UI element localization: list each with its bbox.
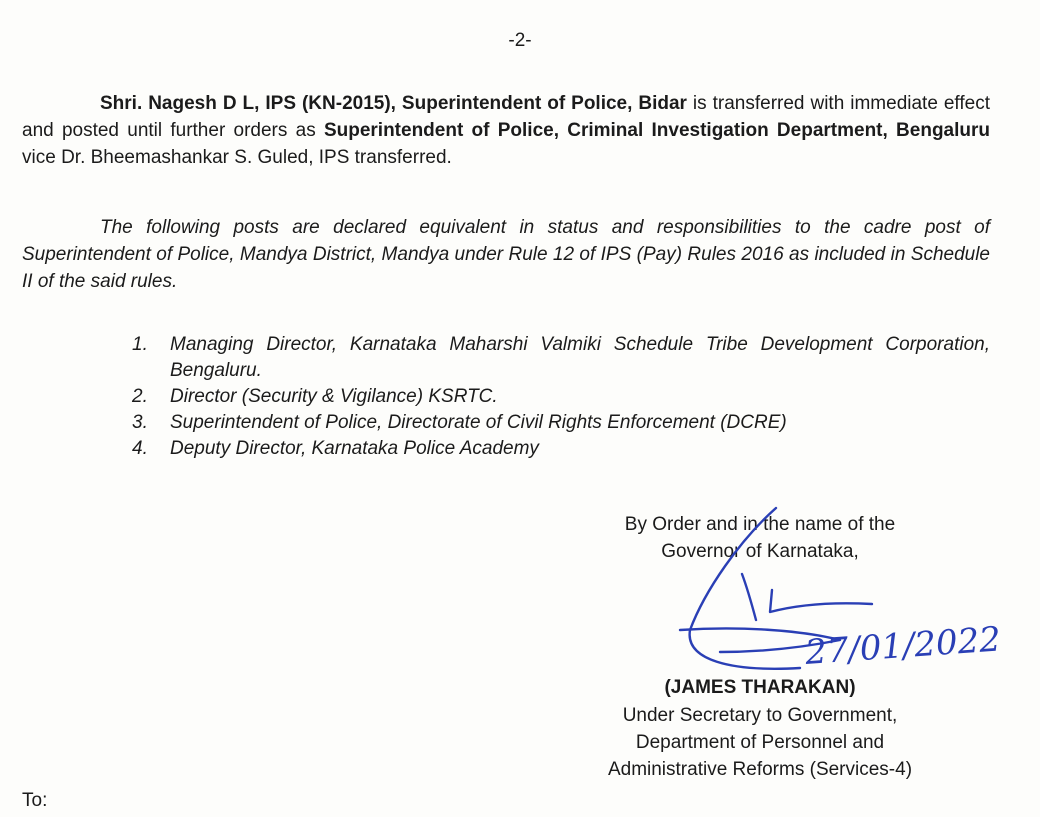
list-number: 4. [132, 438, 148, 459]
order-line: By Order and in the name of the [624, 514, 896, 535]
list-number: 1. [132, 334, 148, 355]
list-text: Managing Director, Karnataka Maharshi Valmiki Schedule Tribe Development Corporation, Bengaluru. [170, 334, 990, 381]
officer-name: Shri. Nagesh D L, IPS (KN-2015), Superintendent of Police, Bidar [100, 93, 687, 114]
officer-signatory-name: (JAMES THARAKAN) [664, 677, 856, 698]
signatory-department: Department of Personnel and [635, 732, 885, 753]
list-number: 3. [132, 412, 148, 433]
governor-line: Governor of Karnataka, [661, 541, 859, 562]
to-label: To: [22, 790, 48, 811]
equivalence-paragraph: The following posts are declared equivalent in status and responsibilities to the cadre post of Superintendent of Police, Mandya District, Mandya under Rule 12 of IPS (Pay) Rules 2016 as included in Schedule II of the said rules. [22, 217, 990, 292]
vice-text: vice Dr. Bheemashankar S. Guled, IPS transferred. [22, 147, 452, 168]
signatory-title: Under Secretary to Government, [622, 705, 898, 726]
new-post: Superintendent of Police, Criminal Investigation Department, Bengaluru [323, 120, 990, 141]
list-text: Superintendent of Police, Directorate of Civil Rights Enforcement (DCRE) [170, 412, 787, 433]
list-number: 2. [132, 386, 148, 407]
list-text: Director (Security & Vigilance) KSRTC. [170, 386, 498, 407]
handwritten-date: 27/01/2022 [803, 619, 1003, 673]
page-number: -2- [508, 30, 532, 51]
list-text: Deputy Director, Karnataka Police Academy [170, 438, 539, 459]
transfer-text: is transferred with immediate effect and posted until further orders as [22, 93, 990, 141]
signatory-division: Administrative Reforms (Services-4) [607, 759, 913, 780]
